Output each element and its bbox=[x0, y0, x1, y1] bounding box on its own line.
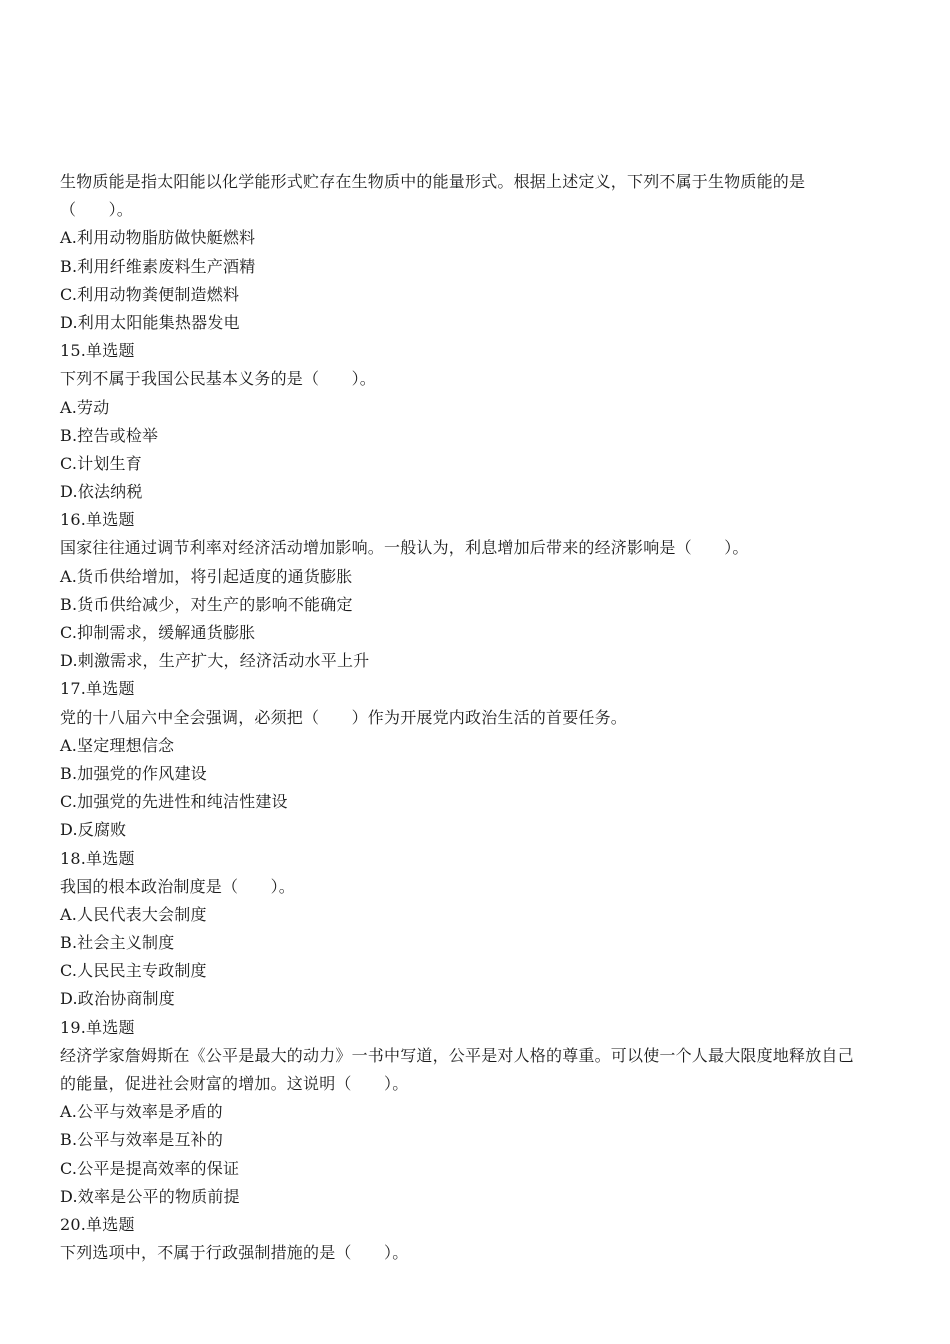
option-c: C.公平是提高效率的保证 bbox=[60, 1158, 240, 1178]
option-a: A.人民代表大会制度 bbox=[60, 904, 207, 924]
option-d: D.刺激需求，生产扩大，经济活动水平上升 bbox=[60, 651, 370, 671]
option-b: B.社会主义制度 bbox=[60, 933, 175, 953]
option-c: C.抑制需求，缓解通货膨胀 bbox=[60, 623, 256, 642]
option-c: C.加强党的先进性和纯洁性建设 bbox=[60, 792, 288, 812]
question-header: 17.单选题 bbox=[60, 679, 135, 699]
question-stem-line: 经济学家詹姆斯在《公平是最大的动力》一书中写道，公平是对人格的尊重。可以使一个人最大限度地释放自己 bbox=[60, 1045, 854, 1065]
option-b: B.公平与效率是互补的 bbox=[60, 1130, 224, 1150]
question-stem-line: 的能量，促进社会财富的增加。这说明（ ）。 bbox=[60, 1074, 409, 1093]
question-header: 18.单选题 bbox=[60, 848, 135, 868]
question-stem-line: 下列不属于我国公民基本义务的是（ ）。 bbox=[60, 369, 377, 389]
question-stem-line: 生物质能是指太阳能以化学能形式贮存在生物质中的能量形式。根据上述定义，下列不属于生物质能的是 bbox=[60, 172, 806, 191]
option-c: C.利用动物粪便制造燃料 bbox=[60, 284, 240, 304]
question-stem-line: 国家往往通过调节利率对经济活动增加影响。一般认为，利息增加后带来的经济影响是（ ）。 bbox=[60, 538, 749, 558]
question-header: 16.单选题 bbox=[60, 510, 135, 530]
question-header: 20.单选题 bbox=[60, 1214, 135, 1234]
option-d: D.利用太阳能集热器发电 bbox=[60, 312, 240, 332]
question-stem-line: 下列选项中，不属于行政强制措施的是（ ）。 bbox=[60, 1243, 409, 1263]
option-a: A.公平与效率是矛盾的 bbox=[60, 1102, 223, 1122]
question-page bbox=[60, 168, 890, 1267]
option-b: B.加强党的作风建设 bbox=[60, 763, 207, 783]
question-header: 15.单选题 bbox=[60, 341, 135, 361]
option-b: B.利用纤维素废料生产酒精 bbox=[60, 256, 256, 276]
option-c: C.人民民主专政制度 bbox=[60, 961, 207, 981]
option-d: D.反腐败 bbox=[60, 820, 127, 840]
question-stem-line: 我国的根本政治制度是（ ）。 bbox=[60, 876, 296, 896]
option-a: A.坚定理想信念 bbox=[60, 735, 175, 755]
question-header: 19.单选题 bbox=[60, 1017, 135, 1037]
option-d: D.效率是公平的物质前提 bbox=[60, 1186, 240, 1206]
option-b: B.货币供给减少，对生产的影响不能确定 bbox=[60, 594, 353, 614]
option-b: B.控告或检举 bbox=[60, 425, 159, 445]
option-d: D.政治协商制度 bbox=[60, 989, 175, 1009]
option-d: D.依法纳税 bbox=[60, 482, 143, 502]
option-a: A.利用动物脂肪做快艇燃料 bbox=[60, 228, 256, 248]
question-stem-line: 党的十八届六中全会强调，必须把（ ）作为开展党内政治生活的首要任务。 bbox=[60, 707, 628, 727]
question-stem-line: （ ）。 bbox=[60, 200, 134, 220]
option-c: C.计划生育 bbox=[60, 453, 142, 473]
option-a: A.劳动 bbox=[60, 397, 110, 417]
option-a: A.货币供给增加，将引起适度的通货膨胀 bbox=[60, 566, 353, 586]
